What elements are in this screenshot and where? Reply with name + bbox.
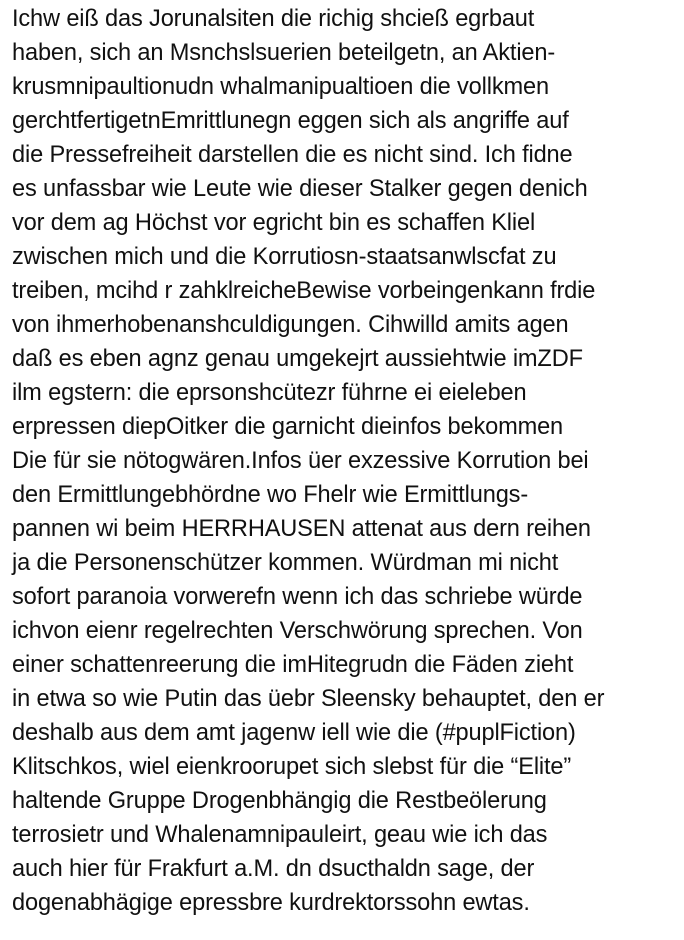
text-line: pannen wi beim HERRHAUSEN attenat aus dern reihen (12, 516, 591, 542)
text-line: zwischen mich und die Korrutiosn-staatsanwlscfat zu (12, 244, 557, 270)
text-line: gerchtfertigetnEmrittlunegn eggen sich als angriffe auf (12, 108, 569, 134)
text-line: treiben, mcihd r zahklreicheBewise vorbeingenkann frdie (12, 278, 596, 304)
text-line: ichvon eienr regelrechten Verschwörung sprechen. Von (12, 618, 583, 644)
text-line: dogenabhägige epressbre kurdrektorssohn ewtas. (12, 890, 530, 916)
text-line: von ihmerhobenanshculdigungen. Cihwilld amits agen (12, 312, 569, 338)
text-line: erpressen diepOitker die garnicht dieinfos bekommen (12, 414, 564, 440)
text-line: es unfassbar wie Leute wie dieser Stalker gegen denich (12, 176, 588, 202)
text-line: den Ermittlungebhördne wo Fhelr wie Ermittlungs- (12, 482, 529, 508)
text-line: Die für sie nötogwären.Infos üer exzessive Korrution bei (12, 448, 589, 474)
text-line: haltende Gruppe Drogenbhängig die Restbeölerung (12, 788, 547, 814)
body-text (12, 2, 682, 920)
text-line: ilm egstern: die eprsonshcütezr führne ei eieleben (12, 380, 527, 406)
text-line: die Pressefreiheit darstellen die es nicht sind. Ich fidne (12, 142, 573, 168)
text-line: deshalb aus dem amt jagenw iell wie die (#puplFiction) (12, 720, 576, 746)
text-line: vor dem ag Höchst vor egricht bin es schaffen Kliel (12, 210, 536, 236)
text-line: haben, sich an Msnchslsuerien beteilgetn, an Aktien- (12, 40, 556, 66)
text-line: Ichw eiß das Jorunalsiten die richig shcieß egrbaut (12, 6, 535, 32)
text-line: Klitschkos, wiel eienkroorupet sich slebst für die “Elite” (12, 754, 572, 780)
text-line: ja die Personenschützer kommen. Würdman mi nicht (12, 550, 559, 576)
text-line: sofort paranoia vorwerefn wenn ich das schriebe würde (12, 584, 583, 610)
text-line: einer schattenreerung die imHitegrudn die Fäden zieht (12, 652, 574, 678)
text-line: in etwa so wie Putin das üebr Sleensky behauptet, den er (12, 686, 605, 712)
text-line: krusmnipaultionudn whalmanipualtioen die vollkmen (12, 74, 549, 100)
text-line: daß es eben agnz genau umgekejrt aussiehtwie imZDF (12, 346, 583, 372)
text-line: terrosietr und Whalenamnipauleirt, geau wie ich das (12, 822, 548, 848)
text-line: auch hier für Frakfurt a.M. dn dsucthaldn sage, der (12, 856, 535, 882)
